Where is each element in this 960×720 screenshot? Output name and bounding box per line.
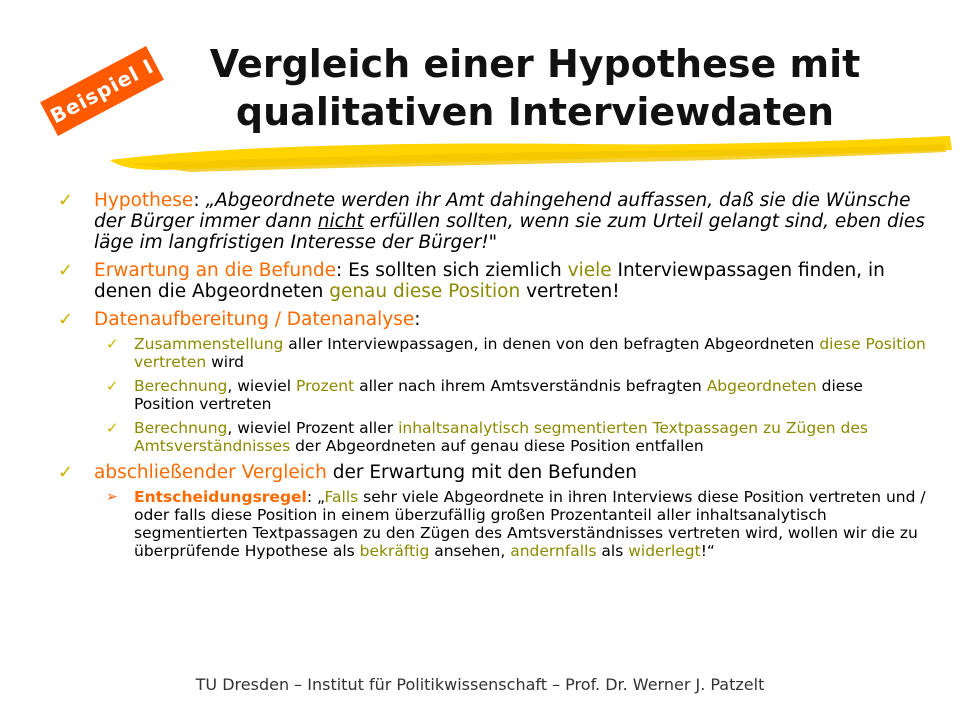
checkmark-icon: ✓ [58, 309, 74, 330]
sub2-text-3: diese Position vertreten [134, 377, 863, 413]
regel-text-5: !“ [700, 542, 715, 560]
erwartung-text-1: : Es sollten sich ziemlich [335, 260, 568, 281]
checkmark-icon: ✓ [106, 335, 119, 353]
sub-bullet-berechnung-abgeordnete [94, 377, 928, 413]
daten-label: Datenaufbereitung / Datenanalyse [94, 309, 415, 330]
footer: TU Dresden – Institut für Politikwissenschaft – Prof. Dr. Werner J. Patzelt [195, 675, 765, 694]
title-line-1: Vergleich einer Hypothese mit [209, 42, 861, 86]
regel-highlight-3: bekräftig [359, 542, 430, 560]
hypothese-colon: : [193, 190, 206, 211]
regel-highlight-2: Falls [324, 488, 359, 506]
regel-highlight-5: widerlegt [628, 542, 701, 560]
bullet-datenanalyse [58, 309, 928, 455]
sub-bullet-zusammenstellung [94, 335, 928, 371]
hypothese-quote-underlined: nicht [317, 211, 364, 232]
sub3-text-2: der Abgeordneten auf genau diese Position entfallen [290, 437, 704, 455]
hypothese-label: Hypothese [94, 190, 194, 211]
sub3-highlight-1: Berechnung [134, 419, 228, 437]
regel-text-3: ansehen, [429, 542, 511, 560]
erwartung-text-3: vertreten! [520, 281, 620, 302]
vergleich-label: abschließender Vergleich [94, 462, 327, 483]
sub1-text-2: wird [206, 353, 245, 371]
hypothese-quote-end: " [488, 232, 498, 253]
bullet-hypothese [58, 190, 928, 253]
hypothese-quote-b: erfüllen sollten, wenn sie zum Urteil gelangt sind, eben dies läge im langfristigen Interesse der Bürger! [94, 211, 925, 253]
sub1-highlight-2: diese Position vertreten [134, 335, 926, 371]
sub1-highlight-1: Zusammenstellung [134, 335, 284, 353]
regel-text-4: als [596, 542, 629, 560]
example-badge: Beispiel I [40, 46, 164, 136]
regel-highlight-1: Entscheidungsregel [134, 488, 307, 506]
bullet-list [58, 190, 928, 567]
checkmark-icon: ✓ [58, 260, 74, 281]
checkmark-icon: ✓ [106, 419, 119, 437]
sub2-highlight-1: Berechnung [134, 377, 228, 395]
erwartung-text-2: Interviewpassagen finden, in denen die Abgeordneten [94, 260, 885, 302]
sub3-highlight-2: inhaltsanalytisch segmentierten Textpassagen zu Zügen des Amtsverständnisses [134, 419, 868, 455]
sub-bullet-entscheidungsregel [94, 488, 928, 560]
vergleich-sublist [94, 488, 928, 560]
erwartung-highlight-2: genau diese Position [329, 281, 521, 302]
checkmark-icon: ✓ [58, 462, 74, 483]
sub2-text-1: , wieviel [227, 377, 297, 395]
title-line-2: qualitativen Interviewdaten [235, 90, 835, 134]
checkmark-icon: ✓ [106, 377, 119, 395]
checkmark-icon: ✓ [58, 190, 74, 211]
sub1-text-1: aller Interviewpassagen, in denen von den befragten Abgeordneten [283, 335, 820, 353]
erwartung-label: Erwartung an die Befunde [94, 260, 336, 281]
hypothese-quote-a: „Abgeordnete werden ihr Amt dahingehend auffassen, daß sie die Wünsche der Bürger immer dann [94, 190, 911, 232]
regel-text-2: sehr viele Abgeordnete in ihren Interviews diese Position vertreten und / oder falls diese Position in einem überzufällig großen Prozentanteil aller inhaltsanalytisch segmentierten Textpassagen zu den Zügen des Amtsverständnisses vertreten wird, wollen wir die zu überprüfende Hypothese als [134, 488, 926, 560]
bullet-vergleich [58, 462, 928, 560]
daten-colon: : [414, 309, 421, 330]
sub2-highlight-2: Prozent [296, 377, 355, 395]
sub3-text-1: , wieviel Prozent aller [227, 419, 399, 437]
sub2-text-2: aller nach ihrem Amtsverständnis befragten [354, 377, 707, 395]
vergleich-text-1: der Erwartung mit den Befunden [326, 462, 637, 483]
regel-highlight-4: andernfalls [510, 542, 597, 560]
arrow-right-icon: ➢ [106, 489, 118, 505]
erwartung-highlight-1: viele [567, 260, 612, 281]
regel-text-1: : „ [306, 488, 325, 506]
sub-bullet-berechnung-textpassagen [94, 419, 928, 455]
page-title [150, 40, 920, 136]
sub2-highlight-3: Abgeordneten [706, 377, 817, 395]
bullet-erwartung [58, 260, 928, 302]
daten-sublist [94, 335, 928, 455]
